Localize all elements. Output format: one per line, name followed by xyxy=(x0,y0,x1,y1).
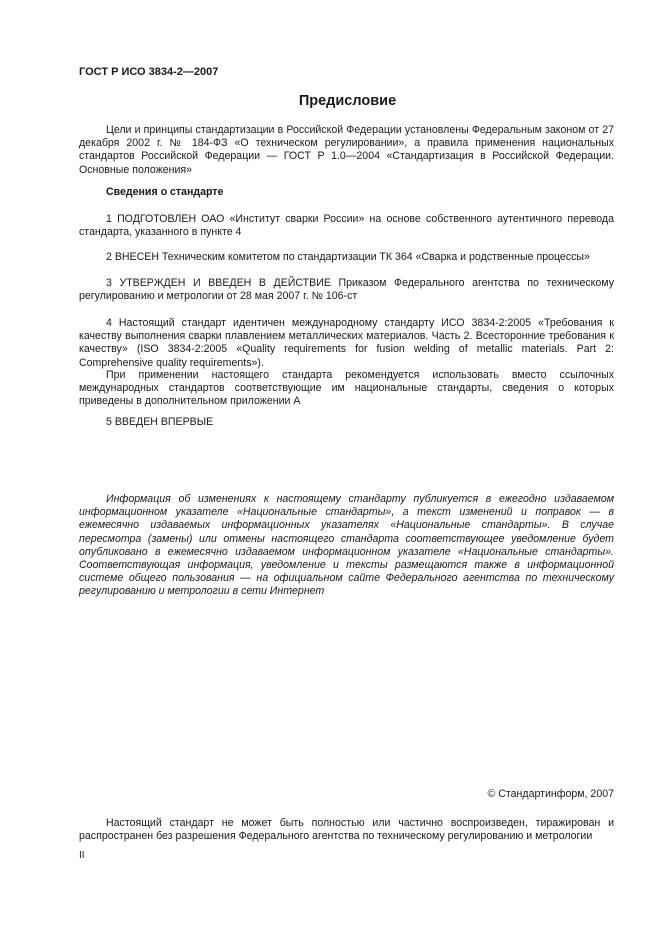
item-2: 2 ВНЕСЕН Техническим комитетом по стандартизации ТК 364 «Сварка и родственные процессы» xyxy=(106,251,590,263)
page-number: II xyxy=(79,850,85,861)
item-4-note: При применении настоящего стандарта рекомендуется использовать вместо ссылочных международных стандартов соответствующие им национальные стандарты, сведения о которых приведены в дополнительном приложении А xyxy=(79,369,614,408)
item-4: 4 Настоящий стандарт идентичен международному стандарту ИСО 3834-2:2005 «Требования к качеству выполнения сварки плавлением металлических материалов. Часть 2. Всесторонние требования к качеству» (ISO 3834-2:2005 «Quality requirements for fusion welding of metallic materials. Part 2: Comprehensive quality requirements»). xyxy=(79,317,614,369)
intro-paragraph: Цели и принципы стандартизации в Российской Федерации установлены Федеральным законом от 27 декабря 2002 г. № 184-ФЗ «О техническом регулировании», а правила применения национальных стандартов Российской Федерации — ГОСТ Р 1.0—2004 «Стандартизация в Российской Федерации. Основные положения» xyxy=(79,124,614,176)
item-5: 5 ВВЕДЕН ВПЕРВЫЕ xyxy=(106,416,214,428)
item-3: 3 УТВЕРЖДЕН И ВВЕДЕН В ДЕЙСТВИЕ Приказом Федерального агентства по техническому регулированию и метрологии от 28 мая 2007 г. № 106-ст xyxy=(79,277,614,303)
page-title: Предисловие xyxy=(298,93,397,109)
copyright: © Стандартинформ, 2007 xyxy=(487,788,614,800)
section-heading: Сведения о стандарте xyxy=(106,186,224,198)
standard-code: ГОСТ Р ИСО 3834-2—2007 xyxy=(79,66,219,78)
item-1: 1 ПОДГОТОВЛЕН ОАО «Институт сварки России» на основе собственного аутентичного перевода стандарта, указанного в пункте 4 xyxy=(79,213,614,239)
notice-paragraph: Информация об изменениях к настоящему стандарту публикуется в ежегодно издаваемом информационном указателе «Национальные стандарты», а текст изменений и поправок — в ежемесячно издаваемых информационных указателях «Национальные стандарты». В случае пересмотра (замены) или отмены настоящего стандарта соответствующее уведомление будет опубликовано в ежемесячно издаваемом информационном указателе «Национальные стандарты». Соответствующая информация, уведомление и тексты размещаются также в информационной системе общего пользования — на официальном сайте Федерального агентства по техническому регулированию и метрологии в сети Интернет xyxy=(79,493,614,598)
reproduction-notice: Настоящий стандарт не может быть полностью или частично воспроизведен, тиражирован и распространен без разрешения Федерального агентства по техническому регулированию и метрологии xyxy=(79,817,614,843)
